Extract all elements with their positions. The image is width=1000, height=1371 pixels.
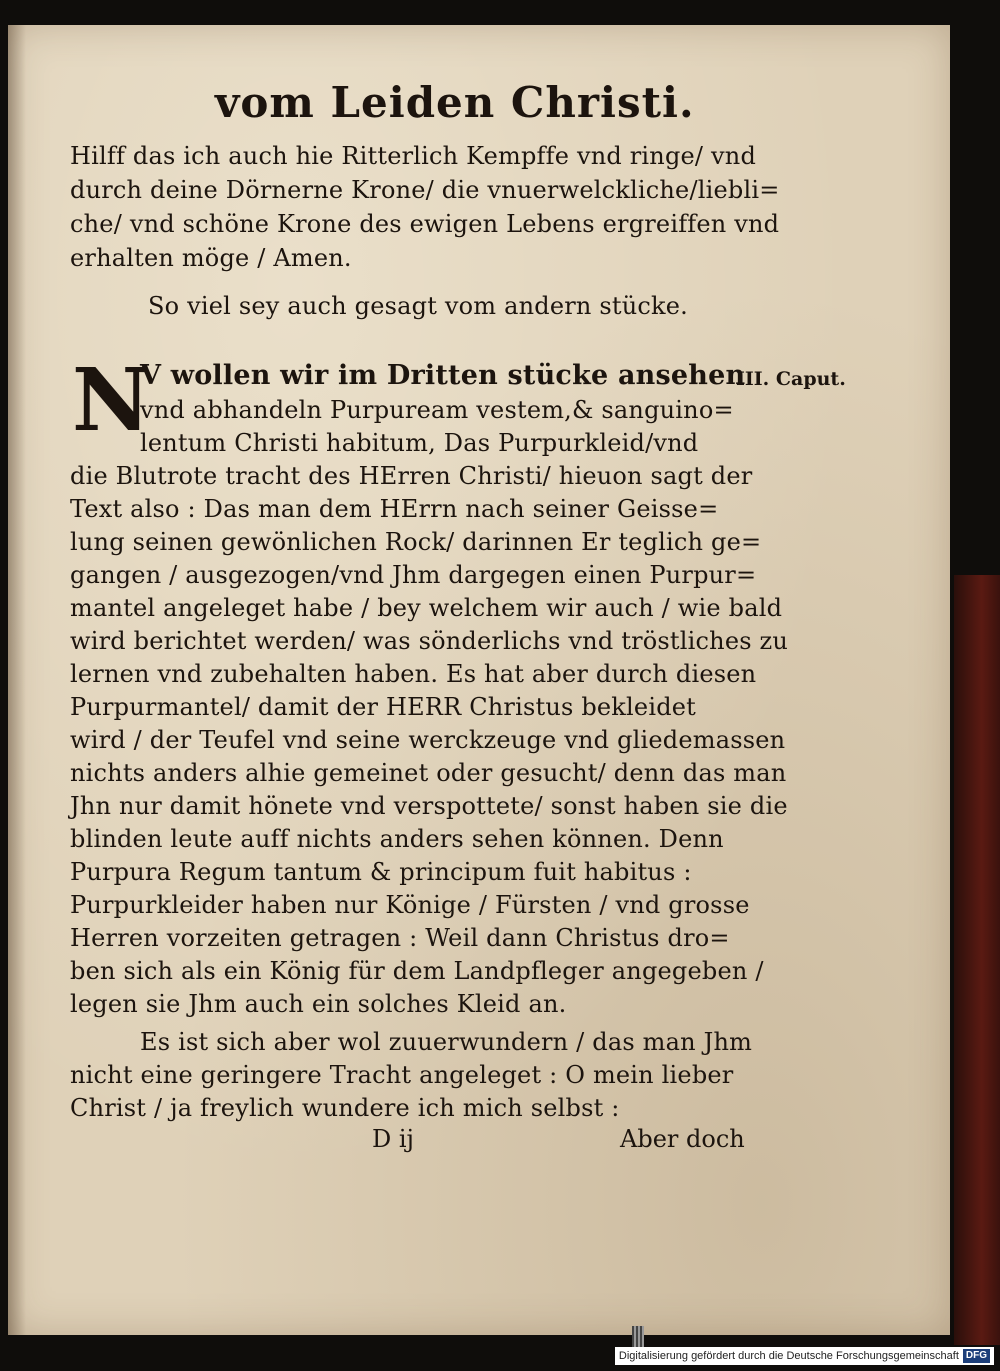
chapter-line: mantel angeleget habe / bey welchem wir auch / wie bald bbox=[70, 594, 783, 622]
prayer-line: erhalten möge / Amen. bbox=[70, 244, 352, 272]
catchword: Aber doch bbox=[620, 1125, 745, 1153]
chapter-line: Herren vorzeiten getragen : Weil dann Christus dro= bbox=[70, 924, 730, 952]
chapter-line: Jhn nur damit hönete vnd verspottete/ sonst haben sie die bbox=[70, 792, 788, 820]
chapter-line: blinden leute auff nichts anders sehen können. Denn bbox=[70, 825, 724, 853]
page-header: vom Leiden Christi. bbox=[215, 78, 695, 127]
chapter-line: nichts anders alhie gemeinet oder gesucht/ denn das man bbox=[70, 759, 787, 787]
page-binding-shadow bbox=[8, 25, 26, 1335]
closing-line: So viel sey auch gesagt vom andern stücke. bbox=[148, 292, 689, 320]
credit-text: Digitalisierung gefördert durch die Deutsche Forschungsgemeinschaft bbox=[618, 1350, 959, 1362]
chapter-line: Purpura Regum tantum & principum fuit habitus : bbox=[70, 858, 692, 886]
drop-cap: N bbox=[72, 350, 151, 451]
dfg-logo-icon: DFG bbox=[963, 1349, 990, 1363]
chapter-line: lentum Christi habitum, Das Purpurkleid/vnd bbox=[140, 429, 699, 457]
prayer-line: durch deine Dörnerne Krone/ die vnuerwelckliche/liebli= bbox=[70, 176, 780, 204]
margin-note: III. Caput. bbox=[736, 368, 846, 390]
chapter-line: vnd abhandeln Purpuream vestem,& sanguino= bbox=[140, 396, 734, 424]
chapter-line: wird / der Teufel vnd seine werckzeuge vnd gliedemassen bbox=[70, 726, 786, 754]
chapter-line: V wollen wir im Dritten stücke ansehen bbox=[140, 360, 746, 391]
chapter-line: wird berichtet werden/ was sönderlichs vnd tröstliches zu bbox=[70, 627, 789, 655]
chapter-line: Purpurmantel/ damit der HERR Christus bekleidet bbox=[70, 693, 697, 721]
chapter-line: lung seinen gewönlichen Rock/ darinnen Er teglich ge= bbox=[70, 528, 762, 556]
prayer-line: che/ vnd schöne Krone des ewigen Lebens ergreiffen vnd bbox=[70, 210, 780, 238]
chapter-line: legen sie Jhm auch ein solches Kleid an. bbox=[70, 990, 567, 1018]
chapter-line: Purpurkleider haben nur Könige / Fürsten / vnd grosse bbox=[70, 891, 750, 919]
prayer-line: Hilff das ich auch hie Ritterlich Kempffe vnd ringe/ vnd bbox=[70, 142, 757, 170]
digitization-credit bbox=[615, 1347, 994, 1365]
chapter-line: gangen / ausgezogen/vnd Jhm dargegen einen Purpur= bbox=[70, 561, 757, 589]
signature-mark: D ij bbox=[372, 1125, 414, 1153]
chapter-line: die Blutrote tracht des HErren Christi/ hieuon sagt der bbox=[70, 462, 753, 490]
final-line: Es ist sich aber wol zuuerwundern / das man Jhm bbox=[140, 1028, 753, 1056]
chapter-line: ben sich als ein König für dem Landpfleger angegeben / bbox=[70, 957, 764, 985]
final-line: Christ / ja freylich wundere ich mich selbst : bbox=[70, 1094, 620, 1122]
chapter-line: Text also : Das man dem HErrn nach seiner Geisse= bbox=[70, 495, 719, 523]
book-spine bbox=[954, 575, 1000, 1345]
chapter-line: lernen vnd zubehalten haben. Es hat aber durch diesen bbox=[70, 660, 757, 688]
final-line: nicht eine geringere Tracht angeleget : O mein lieber bbox=[70, 1061, 734, 1089]
